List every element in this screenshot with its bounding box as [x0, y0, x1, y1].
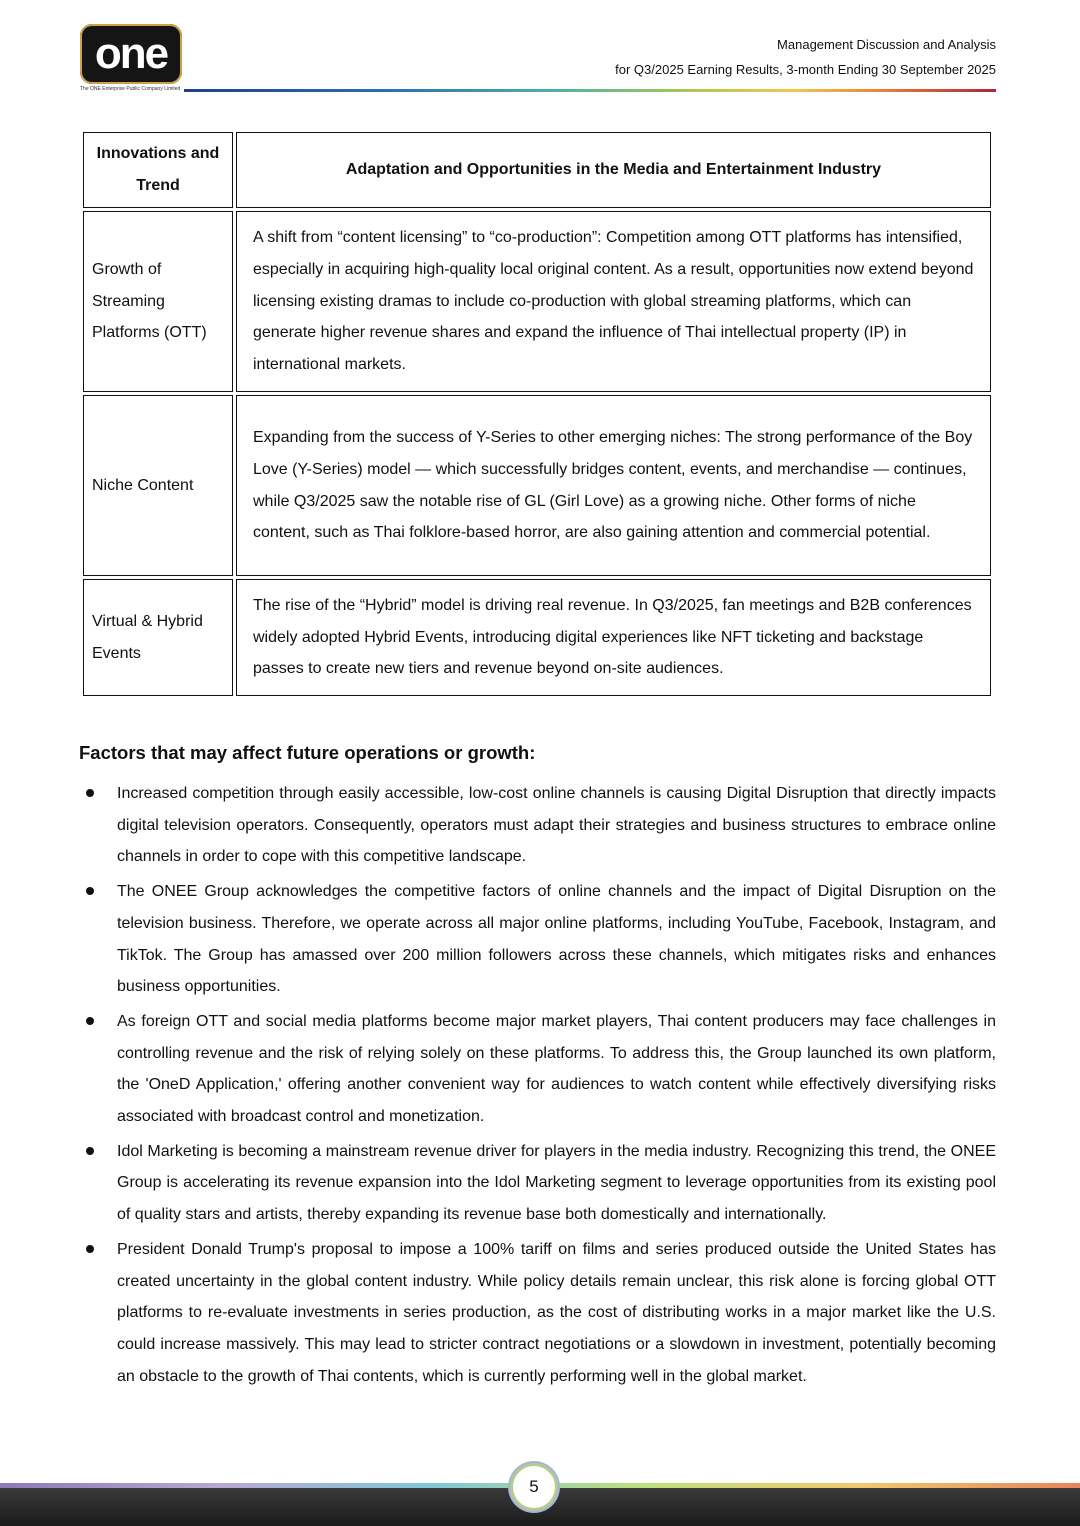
description-cell: Expanding from the success of Y-Series to other emerging niches: The strong performance of the Boy Love (Y-Series) model — which successfully bridges content, events, and merchandise — continues, while Q3/2025 saw the notable rise of GL (Girl Love) as a growing niche. Other forms of niche content, such as Thai folklore-based horror, are also gaining attention and commercial potential.	[236, 395, 991, 576]
company-logo	[80, 24, 182, 84]
list-item	[80, 1006, 996, 1133]
header-divider	[184, 89, 996, 92]
trend-cell: Growth of Streaming Platforms (OTT)	[83, 211, 233, 392]
trends-table	[80, 129, 994, 699]
table-row	[83, 395, 991, 576]
bullet-icon	[86, 1017, 94, 1025]
logo-subtitle: The ONE Enterprise Public Company Limited	[80, 86, 181, 92]
table-header-row	[83, 132, 991, 208]
col2-header: Adaptation and Opportunities in the Media and Entertainment Industry	[236, 132, 991, 208]
factor-text: Idol Marketing is becoming a mainstream revenue driver for players in the media industry. Recognizing this trend, the ONEE Group is accelerating its revenue expansion into the Idol Marketing segment to leverage opportunities from its existing pool of quality stars and artists, thereby expanding its revenue base both domestically and internationally.	[117, 1142, 996, 1224]
bullet-icon	[86, 1245, 94, 1253]
factor-text: President Donald Trump's proposal to impose a 100% tariff on films and series produced outside the United States has created uncertainty in the global content industry. While policy details remain unclear, this risk alone is forcing global OTT platforms to re-evaluate investments in series production, as the cost of distributing works in a major market like the U.S. could increase massively. This may lead to stricter contract negotiations or a slowdown in investment, potentially becoming an obstacle to the growth of Thai contents, which is currently performing well in the global market.	[117, 1240, 996, 1385]
factors-heading: Factors that may affect future operations or growth:	[79, 742, 536, 763]
page-number: 5	[510, 1463, 558, 1511]
trend-cell: Niche Content	[83, 395, 233, 576]
list-item	[80, 876, 996, 1003]
col1-header: Innovations and Trend	[83, 132, 233, 208]
bullet-icon	[86, 789, 94, 797]
factor-text: Increased competition through easily accessible, low-cost online channels is causing Digital Disruption that directly impacts digital television operators. Consequently, operators must adapt their strategies and business structures to embrace online channels in order to cope with this competitive landscape.	[117, 785, 996, 866]
factor-text: The ONEE Group acknowledges the competitive factors of online channels and the impact of Digital Disruption on the television business. Therefore, we operate across all major online platforms, including YouTube, Facebook, Instagram, and TikTok. The Group has amassed over 200 million followers across these channels, which mitigates risks and enhances business opportunities.	[117, 883, 996, 996]
description-cell: A shift from “content licensing” to “co-production”: Competition among OTT platforms has intensified, especially in acquiring high-quality local original content. As a result, opportunities now extend beyond licensing existing dramas to include co-production with global streaming platforms, which can generate higher revenue shares and expand the influence of Thai intellectual property (IP) in international markets.	[236, 211, 991, 392]
list-item	[80, 1136, 996, 1231]
header-line-2: for Q3/2025 Earning Results, 3-month Ending 30 September 2025	[615, 62, 996, 77]
trend-cell: Virtual & Hybrid Events	[83, 579, 233, 696]
logo-text: one	[94, 29, 168, 78]
factors-list	[80, 778, 996, 1395]
description-cell: The rise of the “Hybrid” model is driving real revenue. In Q3/2025, fan meetings and B2B conferences widely adopted Hybrid Events, introducing digital experiences like NFT ticketing and backstage passes to create new tiers and revenue beyond on-site audiences.	[236, 579, 991, 696]
bullet-icon	[86, 887, 94, 895]
header-line-1: Management Discussion and Analysis	[777, 37, 996, 52]
bullet-icon	[86, 1147, 94, 1155]
factor-text: As foreign OTT and social media platforms become major market players, Thai content producers may face challenges in controlling revenue and the risk of relying solely on these platforms. To address this, the Group launched its own platform, the 'OneD Application,' offering another convenient way for audiences to watch content while effectively diversifying risks associated with broadcast control and monetization.	[117, 1012, 996, 1126]
table-row	[83, 211, 991, 392]
list-item	[80, 778, 996, 873]
document-header	[615, 32, 996, 82]
table-row	[83, 579, 991, 696]
list-item	[80, 1234, 996, 1393]
